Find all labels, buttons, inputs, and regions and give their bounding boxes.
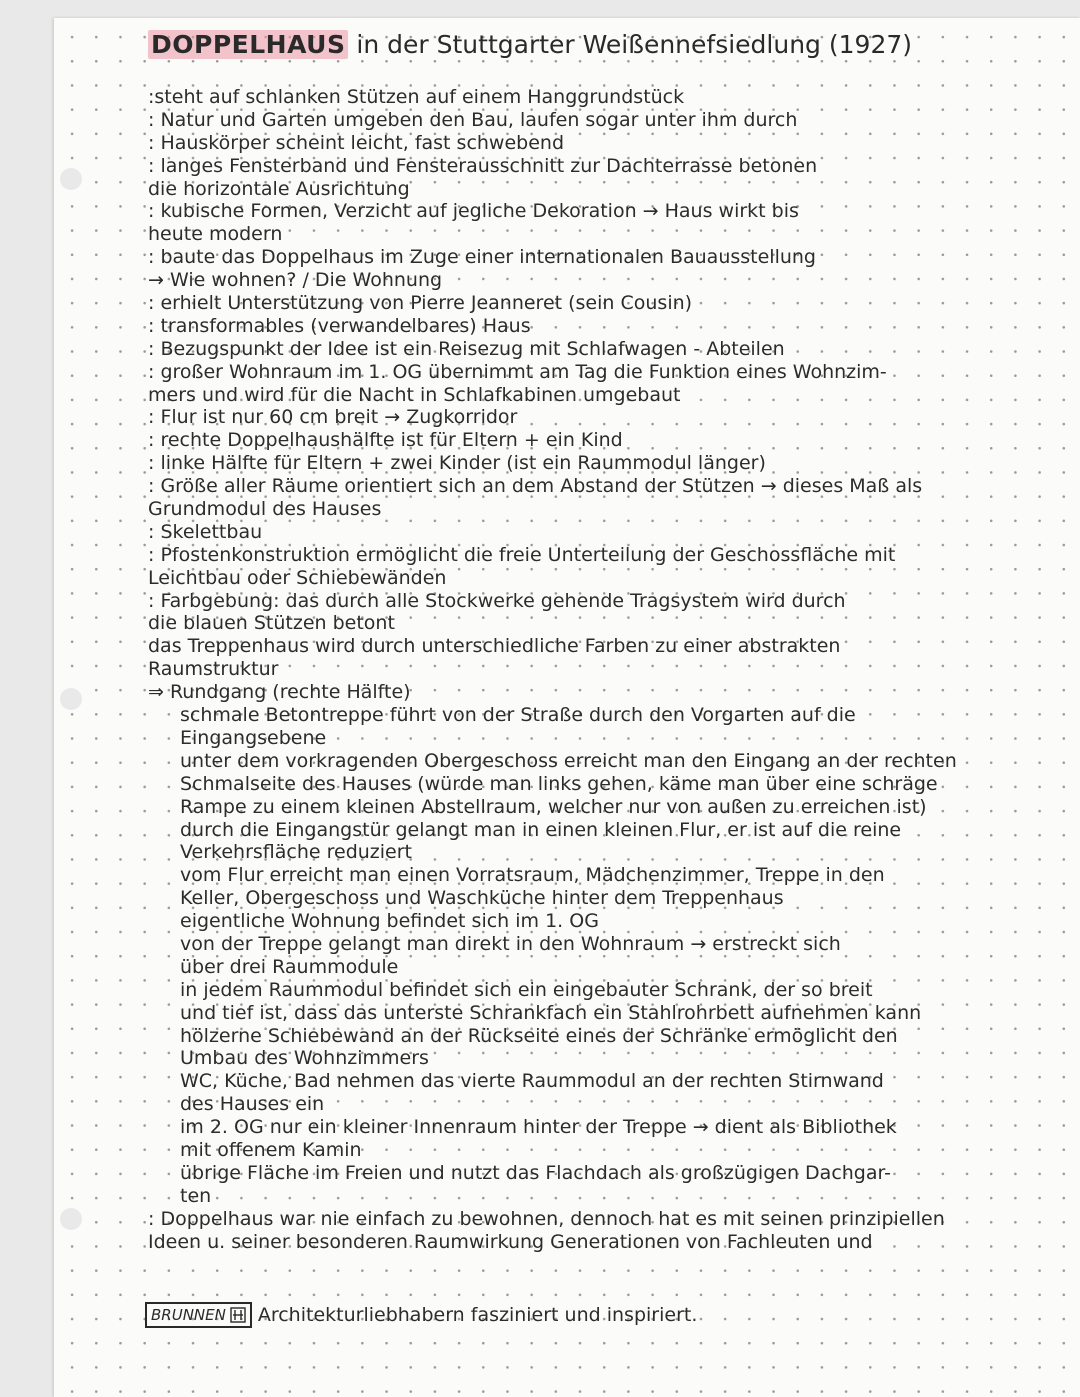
note-line: das Treppenhaus wird durch unterschiedliche Farben zu einer abstrakten	[148, 635, 841, 658]
note-line: : transformables (verwandelbares) Haus	[148, 314, 531, 337]
note-line: : Bezugspunkt der Idee ist ein Reisezug mit Schlafwagen - Abteilen	[148, 337, 785, 360]
signature-row	[145, 1302, 697, 1328]
note-line: : Skelettbau	[148, 520, 263, 543]
note-line: Umbau des Wohnzimmers	[180, 1047, 429, 1070]
note-line: → Wie wohnen? / Die Wohnung	[148, 269, 443, 292]
note-line: : Farbgebung: das durch alle Stockwerke gehende Tragsystem wird durch	[148, 589, 846, 612]
note-lines	[148, 86, 1028, 1253]
note-line: : Natur und Garten umgeben den Bau, laufen sogar unter ihm durch	[148, 108, 798, 131]
brand-name: BRUNNEN	[151, 1306, 226, 1324]
note-line: : linke Hälfte für Eltern + zwei Kinder (ist ein Raummodul länger)	[148, 452, 766, 475]
binder-hole	[60, 688, 82, 710]
binder-hole	[60, 168, 82, 190]
title-rest: in der Stuttgarter Weißennefsiedlung (1927)	[348, 30, 913, 59]
note-line: Verkehrsfläche reduziert	[180, 841, 413, 864]
note-line: von der Treppe gelangt man direkt in den Wohnraum → erstreckt sich	[180, 932, 841, 955]
binder-hole	[60, 1208, 82, 1230]
note-line: Rampe zu einem kleinen Abstellraum, welcher nur von außen zu erreichen ist)	[180, 795, 927, 818]
note-line: des Hauses ein	[180, 1093, 325, 1116]
note-line: die blauen Stützen betont	[148, 612, 395, 635]
note-line: : großer Wohnraum im 1. OG übernimmt am Tag die Funktion eines Wohnzim-	[148, 360, 887, 383]
title-highlight: DOPPELHAUS	[148, 30, 348, 59]
note-line: Grundmodul des Hauses	[148, 498, 382, 521]
note-line: unter dem vorkragenden Obergeschoss erreicht man den Eingang an der rechten	[180, 749, 957, 772]
note-line: : kubische Formen, Verzicht auf jegliche Dekoration → Haus wirkt bis	[148, 200, 799, 223]
note-line: in jedem Raummodul befindet sich ein eingebauter Schrank, der so breit	[180, 978, 873, 1001]
note-line: Ideen u. seiner besonderen Raumwirkung Generationen von Fachleuten und	[148, 1230, 873, 1253]
note-line: schmale Betontreppe führt von der Straße durch den Vorgarten auf die	[180, 704, 856, 727]
note-line: : Flur ist nur 60 cm breit → Zugkorridor	[148, 406, 518, 429]
note-line: : Hauskörper scheint leicht, fast schwebend	[148, 131, 565, 154]
note-line: : Größe aller Räume orientiert sich an dem Abstand der Stützen → dieses Maß als	[148, 475, 923, 498]
note-line: vom Flur erreicht man einen Vorratsraum, Mädchenzimmer, Treppe in den	[180, 864, 885, 887]
note-line: mers und wird für die Nacht in Schlafkabinen umgebaut	[148, 383, 681, 406]
note-line: Eingangsebene	[180, 726, 327, 749]
note-line: eigentliche Wohnung befindet sich im 1. OG	[180, 910, 599, 933]
note-line: im 2. OG nur ein kleiner Innenraum hinter der Treppe → dient als Bibliothek	[180, 1116, 897, 1139]
note-line: über drei Raummodule	[180, 955, 399, 978]
page-title	[148, 30, 912, 59]
note-line: WC, Küche, Bad nehmen das vierte Raummodul an der rechten Stirnwand	[180, 1070, 884, 1093]
note-line: übrige Fläche im Freien und nutzt das Flachdach als großzügigen Dachgar-	[180, 1161, 891, 1184]
brand-logo-icon	[230, 1307, 246, 1323]
note-line: Raumstruktur	[148, 658, 279, 681]
note-line: durch die Eingangstür gelangt man in einen kleinen Flur, er ist auf die reine	[180, 818, 902, 841]
note-line: : baute das Doppelhaus im Zuge einer internationalen Bauausstellung	[148, 246, 816, 269]
note-line: die horizontale Ausrichtung	[148, 177, 410, 200]
note-line: Schmalseite des Hauses (würde man links gehen, käme man über eine schräge	[180, 772, 938, 795]
note-line: und tief ist, dass das unterste Schrankfach ein Stahlrohrbett aufnehmen kann	[180, 1001, 922, 1024]
closing-line: Architekturliebhabern fasziniert und inspiriert.	[257, 1304, 698, 1326]
note-line: ten	[180, 1184, 212, 1207]
note-line: Keller, Obergeschoss und Waschküche hinter dem Treppenhaus	[180, 887, 784, 910]
note-line: mit offenem Kamin	[180, 1138, 362, 1161]
note-line: :steht auf schlanken Stützen auf einem Hanggrundstück	[148, 86, 685, 108]
note-line: : langes Fensterband und Fensterausschnitt zur Dachterrasse betonen	[148, 154, 818, 177]
note-line: ⇒ Rundgang (rechte Hälfte)	[148, 681, 411, 704]
note-line: : Doppelhaus war nie einfach zu bewohnen, dennoch hat es mit seinen prinzipiellen	[148, 1207, 945, 1230]
note-line: : erhielt Unterstützung von Pierre Jeanneret (sein Cousin)	[148, 292, 693, 315]
brand-stamp	[145, 1302, 252, 1328]
note-line: hölzerne Schiebewand an der Rückseite eines der Schränke ermöglicht den	[180, 1024, 898, 1047]
note-line: heute modern	[148, 223, 283, 246]
note-line: Leichtbau oder Schiebewänden	[148, 566, 447, 589]
note-line: : rechte Doppelhaushälfte ist für Eltern + ein Kind	[148, 429, 623, 452]
note-line: : Pfostenkonstruktion ermöglicht die freie Unterteilung der Geschossfläche mit	[148, 543, 896, 566]
